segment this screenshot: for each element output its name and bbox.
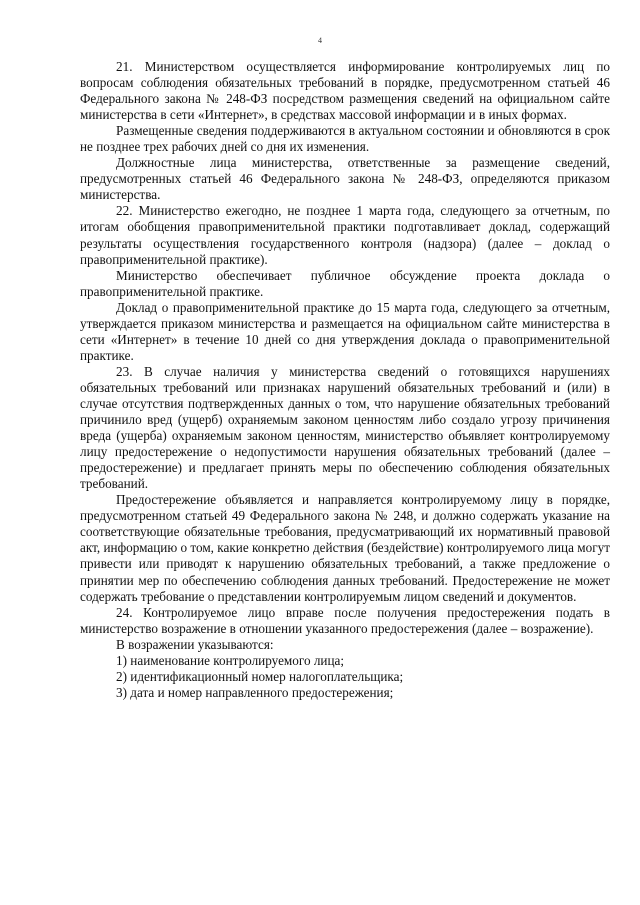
paragraph-21: 21. Министерством осуществляется информирование контролируемых лиц по вопросам соблюдения обязательных требований в порядке, предусмотренном статьей 46 Федерального закона № 248-ФЗ посредством размещения сведений на официальном сайте министерства в сети «Интернет», в средствах массовой информации и в иных формах. <box>80 59 610 123</box>
paragraph-21-officials: Должностные лица министерства, ответственные за размещение сведений, предусмотренных статьей 46 Федерального закона № 248-ФЗ, определяются приказом министерства. <box>80 155 610 203</box>
list-item: 1) наименование контролируемого лица; <box>116 652 345 668</box>
paragraph-21-updates: Размещенные сведения поддерживаются в актуальном состоянии и обновляются в срок не позднее трех рабочих дней со дня их изменения. <box>80 123 610 155</box>
paragraph-23: 23. В случае наличия у министерства сведений о готовящихся нарушениях обязательных требований или признаках нарушений обязательных требований и (или) в случае отсутствия подтвержденных данных о том, что нарушение обязательных требований причинило вред (ущерб) охраняемым законом ценностям либо создало угрозу причинения вреда (ущерба) охраняемым законом ценностям, министерство объявляет контролируемому лицу предостережение о недопустимости нарушения обязательных требований (далее – предостережение) и предлагает принять меры по обеспечению соблюдения обязательных требований. <box>80 363 610 492</box>
objection-contents-heading: В возражении указываются: <box>116 636 274 652</box>
list-item: 2) идентификационный номер налогоплательщика; <box>116 668 404 684</box>
paragraph-23-warning: Предостережение объявляется и направляется контролируемому лицу в порядке, предусмотренном статьей 49 Федерального закона № 248, и должно содержать указание на соответствующие обязательные требования, предусматривающий их нормативный правовой акт, информацию о том, какие конкретно действия (бездействие) контролируемого лица могут привести или приводят к нарушению обязательных требований, а также предложение о принятии мер по обеспечению соблюдения данных требований. Предостережение не может содержать требование о представлении контролируемым лицом сведений и документов. <box>80 492 610 604</box>
paragraph-22-discussion: Министерство обеспечивает публичное обсуждение проекта доклада о правоприменительной практике. <box>80 267 610 299</box>
paragraph-24: 24. Контролируемое лицо вправе после получения предостережения подать в министерство возражение в отношении указанного предостережения (далее – возражение). <box>80 604 610 636</box>
list-item: 3) дата и номер направленного предостережения; <box>116 684 394 700</box>
paragraph-22-approval: Доклад о правоприменительной практике до 15 марта года, следующего за отчетным, утверждается приказом министерства и размещается на официальном сайте министерства в сети «Интернет» в течение 10 дней со дня утверждения доклада о правоприменительной практике. <box>80 299 610 363</box>
document-body <box>80 59 610 701</box>
page-number: 4 <box>318 36 322 45</box>
paragraph-22: 22. Министерство ежегодно, не позднее 1 марта года, следующего за отчетным, по итогам обобщения правоприменительной практики подготавливает доклад, содержащий результаты осуществления государственного контроля (надзора) (далее – доклад о правоприменительной практике). <box>80 203 610 267</box>
